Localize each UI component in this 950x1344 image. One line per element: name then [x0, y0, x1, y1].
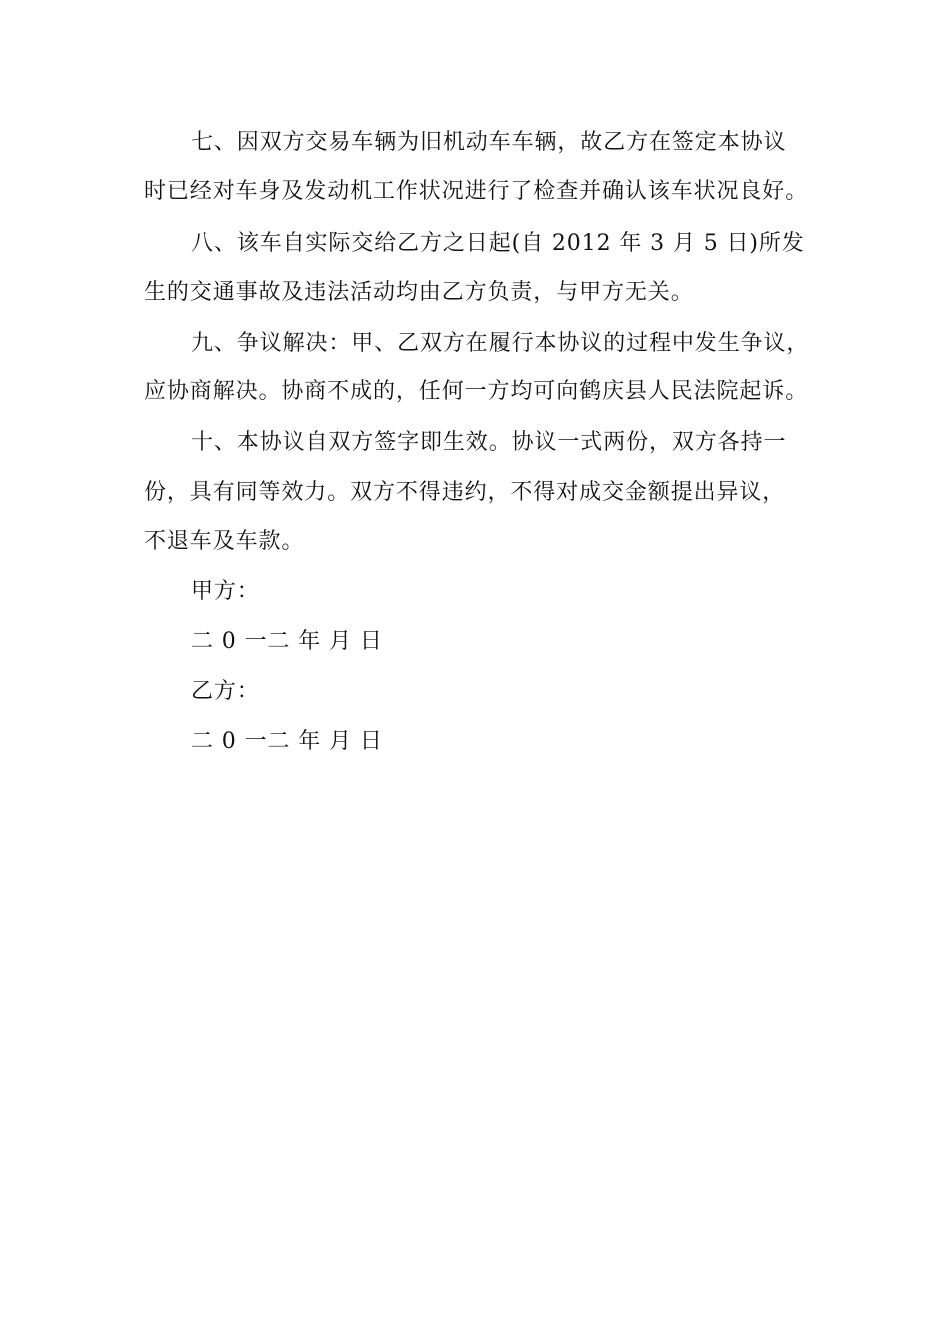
clause-10-line-3: 不退车及车款。: [144, 529, 305, 554]
party-a-label: 甲方：: [191, 579, 260, 604]
clause-8-line-2: 生的交通事故及违法活动均由乙方负责，与甲方无关。: [144, 280, 694, 305]
clause-9-line-2: 应协商解决。协商不成的，任何一方均可向鹤庆县人民法院起诉。: [144, 379, 809, 404]
clause-8-line-1: 八、该车自实际交给乙方之日起(自 2012 年 3 月 5 日)所发: [191, 231, 805, 256]
clause-7-line-1: 七、因双方交易车辆为旧机动车车辆，故乙方在签定本协议: [191, 130, 787, 155]
party-b-date: 二 0 一二 年 月 日: [191, 729, 383, 754]
party-b-label: 乙方：: [191, 679, 260, 704]
clause-10-line-1: 十、本协议自双方签字即生效。协议一式两份，双方各持一: [191, 430, 787, 455]
party-a-date: 二 0 一二 年 月 日: [191, 629, 383, 654]
clause-9-line-1: 九、争议解决：甲、乙双方在履行本协议的过程中发生争议，: [191, 331, 810, 356]
clause-10-line-2: 份，具有同等效力。双方不得违约，不得对成交金额提出异议，: [144, 480, 786, 505]
clause-7-line-2: 时已经对车身及发动机工作状况进行了检查并确认该车状况良好。: [144, 179, 809, 204]
